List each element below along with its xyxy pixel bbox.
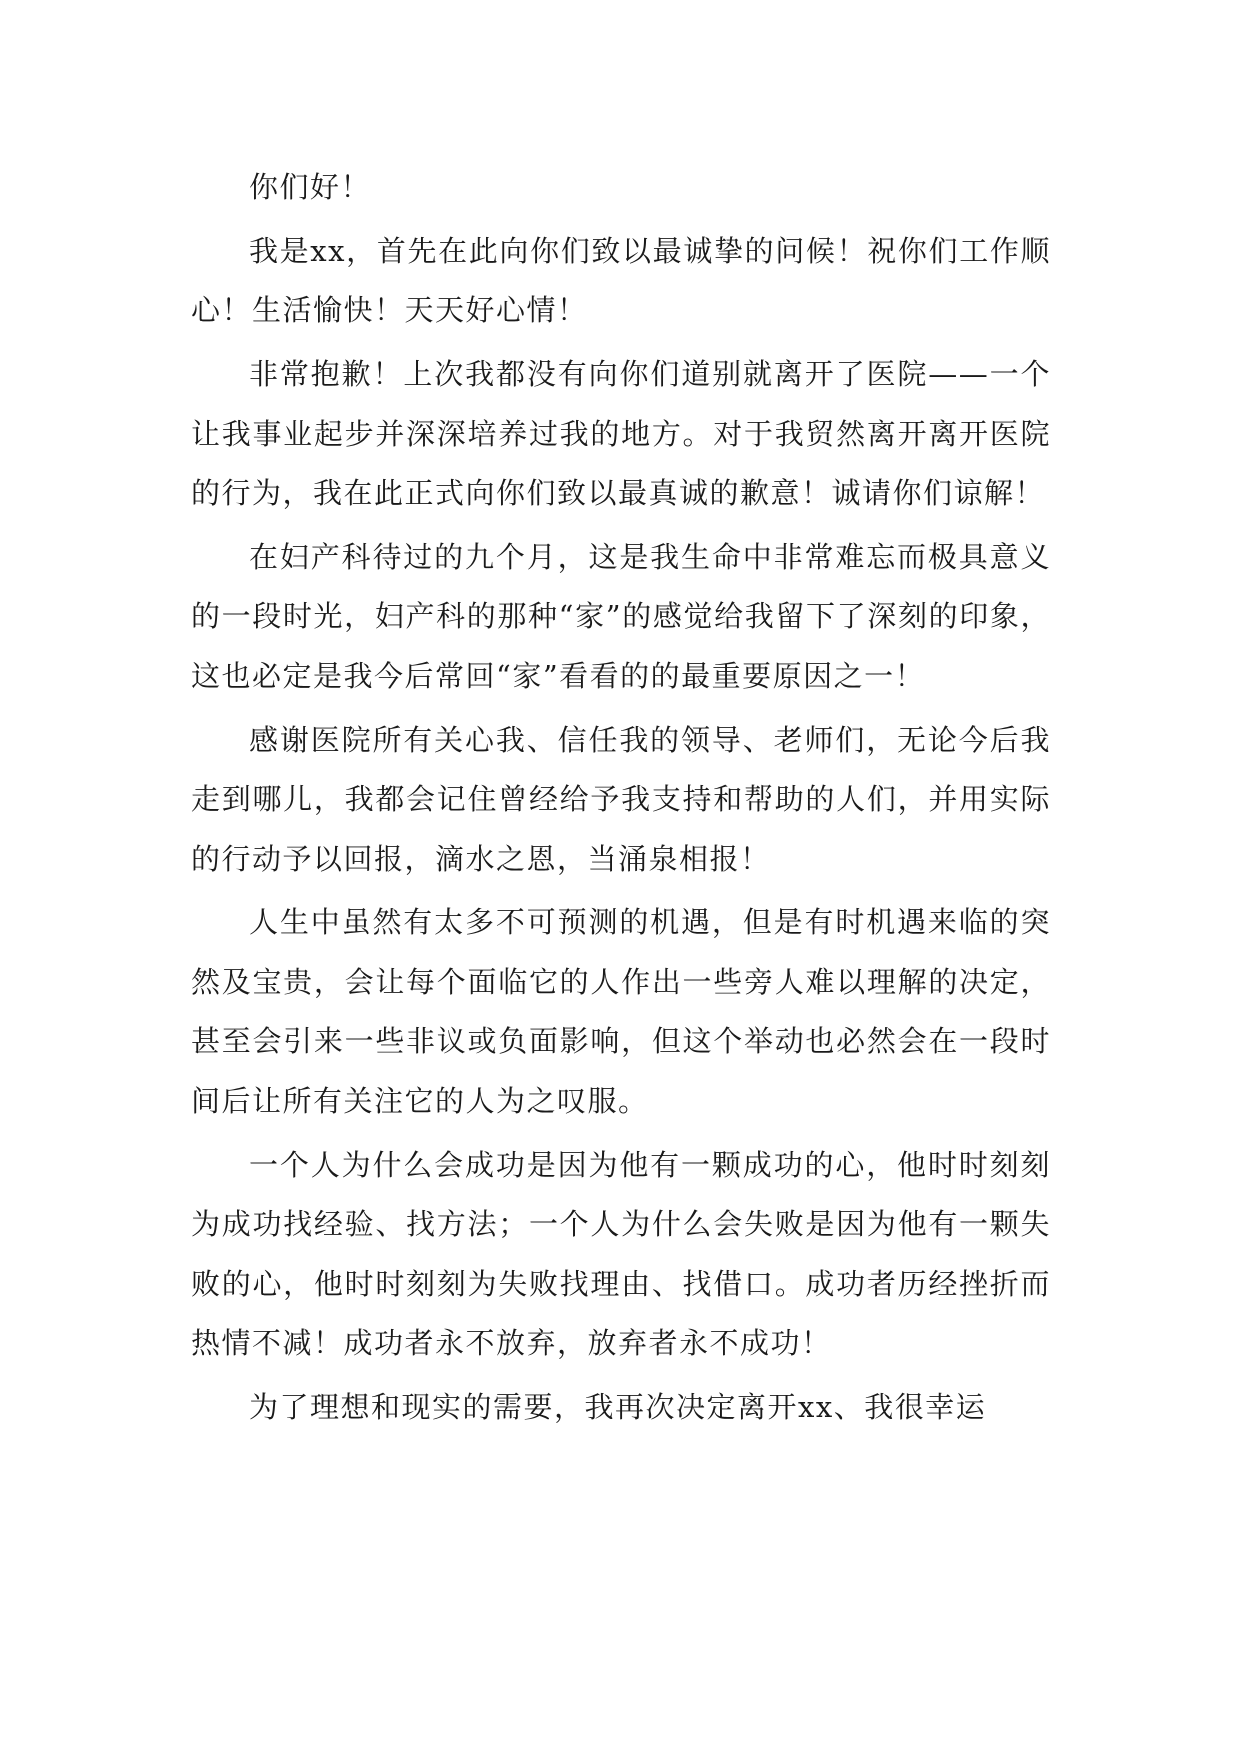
paragraph-apology: 非常抱歉！上次我都没有向你们道别就离开了医院——一个让我事业起步并深深培养过我的地方。对于我贸然离开离开医院的行为，我在此正式向你们致以最真诚的歉意！诚请你们谅解！	[191, 357, 1051, 511]
paragraph-obstetrics: 在妇产科待过的九个月，这是我生命中非常难忘而极具意义的一段时光，妇产科的那种“家”的感觉给我留下了深刻的印象，这也必定是我今后常回“家”看看的的最重要原因之一！	[191, 539, 1051, 693]
paragraph-success: 一个人为什么会成功是因为他有一颗成功的心，他时时刻刻为成功找经验、找方法；一个人为什么会失败是因为他有一颗失败的心，他时时刻刻为失败找理由、找借口。成功者历经挫折而热情不减！成功者永不放弃，放弃者永不成功！	[191, 1147, 1051, 1361]
paragraph-thanks: 感谢医院所有关心我、信任我的领导、老师们，无论今后我走到哪儿，我都会记住曾经给予我支持和帮助的人们，并用实际的行动予以回报，滴水之恩，当涌泉相报！	[191, 722, 1051, 876]
paragraph-introduction: 我是xx，首先在此向你们致以最诚挚的问候！祝你们工作顺心！生活愉快！天天好心情！	[191, 233, 1051, 328]
letter-body	[191, 158, 1051, 1442]
paragraph-greeting: 你们好！	[249, 170, 372, 204]
paragraph-decision: 为了理想和现实的需要，我再次决定离开xx、我很幸运	[249, 1390, 987, 1425]
paragraph-opportunity: 人生中虽然有太多不可预测的机遇，但是有时机遇来临的突然及宝贵，会让每个面临它的人作出一些旁人难以理解的决定，甚至会引来一些非议或负面影响，但这个举动也必然会在一段时间后让所有关注它的人为之叹服。	[191, 905, 1051, 1118]
